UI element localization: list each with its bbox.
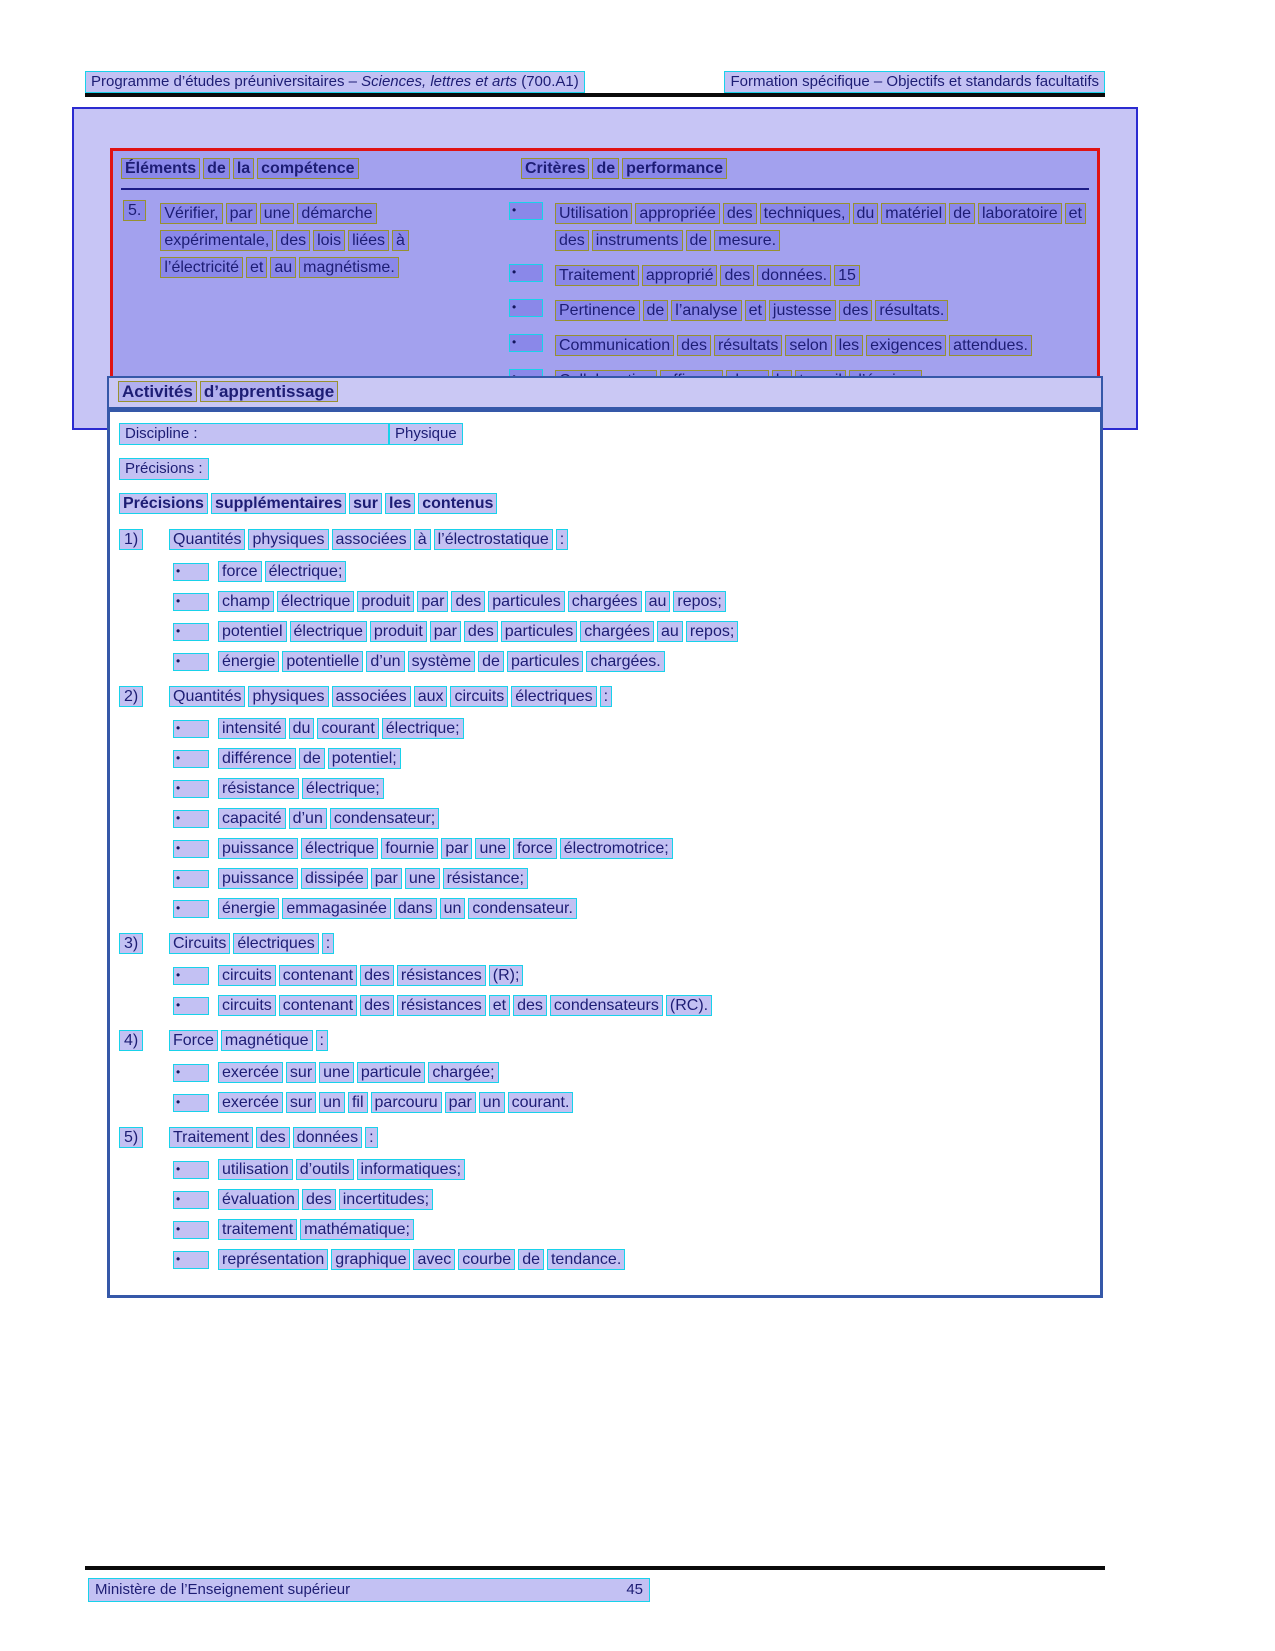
bullet-icon: • [173,750,209,768]
section-header [119,1030,1090,1053]
competence-table [110,148,1100,415]
table-header-row [121,158,1089,190]
activities-title: Activités d’apprentissage [118,384,341,401]
activities-bar [107,376,1103,409]
table-body-row [121,190,1089,402]
content-bullet-item: • puissance dissipée par une résistance; [171,868,1090,891]
element-text: Vérifier, par une démarcheexpérimentale, des lois liées àl’électricité et au magnétisme. [160,200,470,281]
bullet-icon: • [173,1094,209,1112]
content-bullet-item: • circuits contenant des résistances et des condensateurs (RC). [171,995,1090,1018]
bullet-icon: • [173,653,209,671]
content-panel [107,409,1103,1298]
section-title: Quantités physiques associées à l’électrostatique : [169,529,571,552]
content-bullet-item: • force électrique; [171,561,1090,584]
bullet-icon: • [173,997,209,1015]
section-number: 5) [119,1127,145,1149]
header-rule [85,93,1105,97]
bullet-icon: • [173,623,209,641]
section-title: Quantités physiques associées aux circuits électriques : [169,686,615,709]
content-bullet-item: • différence de potentiel; [171,748,1090,771]
contents-header: Précisions supplémentaires sur les contenus [119,493,1090,516]
content-bullet-item: • puissance électrique fournie par une force électromotrice; [171,838,1090,861]
section-title: Force magnétique : [169,1030,331,1053]
content-bullet-item: • intensité du courant électrique; [171,718,1090,741]
element-cell [121,200,507,402]
criteria-item: • Traitement approprié des données. 15 [507,262,1089,289]
bullet-icon: • [173,1161,209,1179]
content-bullet-item: • potentiel électrique produit par des particules chargées au repos; [171,621,1090,644]
criteria-cell [507,200,1089,402]
section-title: Circuits électriques : [169,933,337,956]
bullet-icon: • [173,840,209,858]
section-header [119,1127,1090,1150]
footer-rule [85,1566,1105,1570]
bullet-icon: • [509,264,543,282]
precisions-row [119,458,1090,480]
bullet-icon: • [173,720,209,738]
bullet-icon: • [173,1064,209,1082]
footer-text: Ministère de l’Enseignement supérieur [95,1581,351,1598]
column-header-criteres: Critères de performance [521,158,1089,181]
header-right: Formation spécifique – Objectifs et standards facultatifs [724,71,1105,93]
section-number: 4) [119,1030,145,1052]
criteria-item: • Communication des résultats selon les exigences attendues. [507,332,1089,359]
content-bullet-item: • champ électrique produit par des particules chargées au repos; [171,591,1090,614]
content-bullet-item: • traitement mathématique; [171,1219,1090,1242]
page-footer [88,1578,650,1602]
header-left [85,71,585,93]
bullet-icon: • [173,563,209,581]
discipline-row [119,423,1090,445]
bullet-icon: • [509,202,543,220]
section-number: 2) [119,686,145,708]
bullet-icon: • [173,967,209,985]
content-bullet-item: • énergie potentielle d’un système de particules chargées. [171,651,1090,674]
page-header [85,71,1105,93]
bullet-icon: • [173,1251,209,1269]
section-title: Traitement des données : [169,1127,381,1150]
content-bullet-item: • évaluation des incertitudes; [171,1189,1090,1212]
section-number: 3) [119,933,145,955]
section-header [119,529,1090,552]
content-bullet-item: • utilisation d’outils informatiques; [171,1159,1090,1182]
bullet-icon: • [173,593,209,611]
bullet-icon: • [173,1191,209,1209]
content-bullet-item: • énergie emmagasinée dans un condensateur. [171,898,1090,921]
bullet-icon: • [509,299,543,317]
content-bullet-item: • exercée sur un fil parcouru par un courant. [171,1092,1090,1115]
content-bullet-item: • capacité d’un condensateur; [171,808,1090,831]
page-number: 45 [626,1581,643,1598]
header-left-prefix: Programme d’études préuniversitaires – [91,73,362,90]
precisions-label: Précisions : [119,458,209,480]
content-bullet-item: • résistance électrique; [171,778,1090,801]
criteria-item: • Utilisation appropriée des techniques, du matériel de laboratoire etdes instruments de mesure. [507,200,1089,254]
content-bullet-item: • circuits contenant des résistances (R); [171,965,1090,988]
header-left-italic: Sciences, lettres et arts [361,73,518,90]
bullet-icon: • [173,900,209,918]
discipline-value: Physique [389,423,463,445]
column-header-elements: Éléments de la compétence [121,158,521,181]
content-bullet-item: • représentation graphique avec courbe de tendance. [171,1249,1090,1272]
content-bullet-item: • exercée sur une particule chargée; [171,1062,1090,1085]
header-left-suffix: (700.A1) [517,73,579,90]
section-header [119,933,1090,956]
section-number: 1) [119,529,145,551]
bullet-icon: • [509,334,543,352]
element-number: 5. [123,200,146,221]
bullet-icon: • [173,780,209,798]
bullet-icon: • [173,870,209,888]
criteria-item: • Pertinence de l’analyse et justesse des résultats. [507,297,1089,324]
section-header [119,686,1090,709]
bullet-icon: • [173,1221,209,1239]
discipline-label: Discipline : [119,423,389,445]
bullet-icon: • [173,810,209,828]
